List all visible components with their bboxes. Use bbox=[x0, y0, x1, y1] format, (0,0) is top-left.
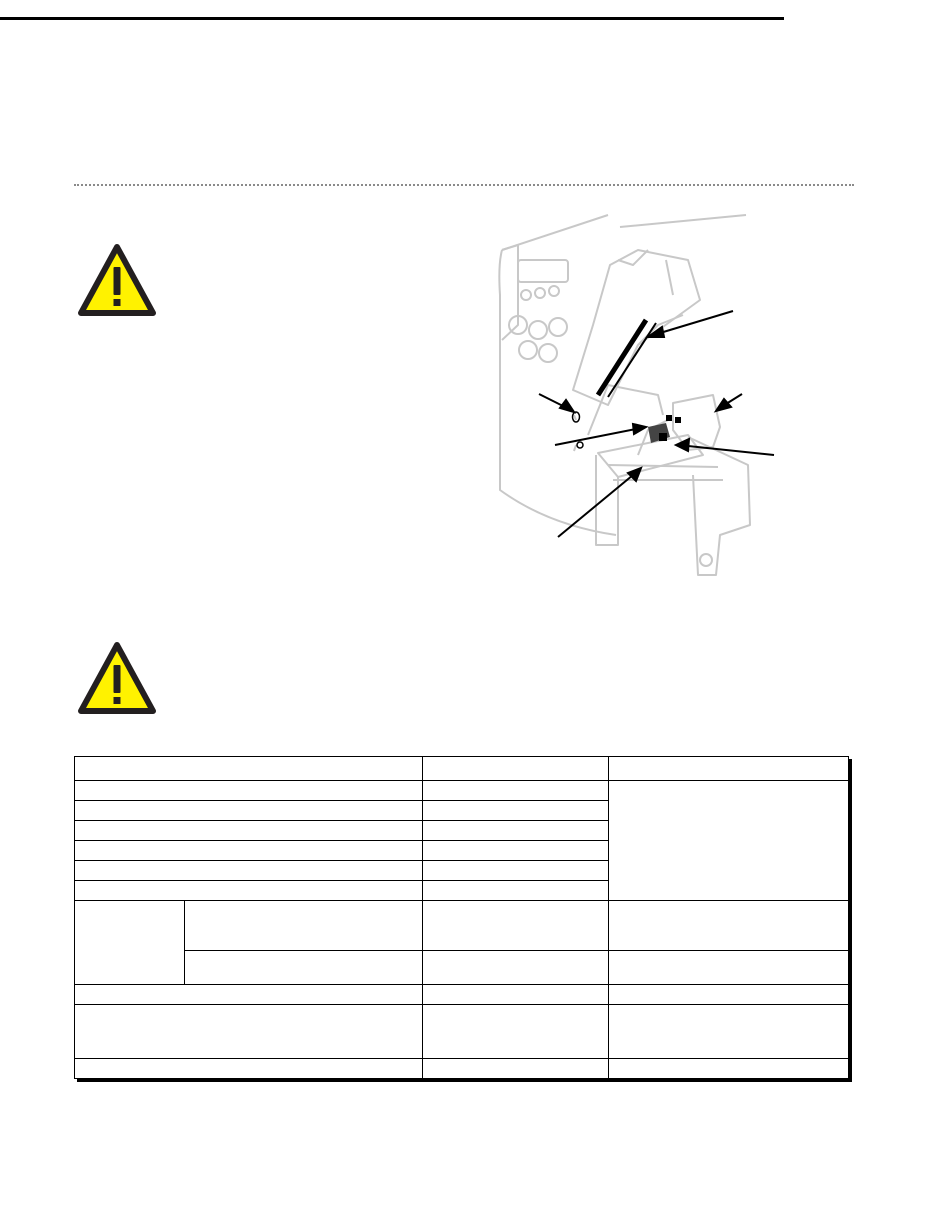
table-cell bbox=[423, 1059, 609, 1079]
table-cell bbox=[75, 841, 423, 861]
table-cell bbox=[423, 881, 609, 901]
table-cell bbox=[423, 781, 609, 801]
section-divider bbox=[74, 184, 854, 186]
table-cell bbox=[609, 985, 849, 1005]
table-cell bbox=[75, 881, 423, 901]
warning-triangle-icon bbox=[77, 243, 157, 318]
table-cell bbox=[75, 821, 423, 841]
table-cell bbox=[423, 1005, 609, 1059]
table-cell bbox=[609, 901, 849, 951]
specification-table bbox=[74, 756, 849, 1079]
table-cell bbox=[75, 781, 423, 801]
table-header-row bbox=[75, 757, 849, 781]
table-cell-merged bbox=[609, 781, 849, 901]
table-row bbox=[75, 951, 849, 985]
table-cell bbox=[423, 821, 609, 841]
table-cell-merged bbox=[75, 901, 185, 985]
table-cell bbox=[609, 951, 849, 985]
table-cell bbox=[75, 1005, 423, 1059]
printer-printhead-open-illustration bbox=[488, 205, 788, 580]
table-cell bbox=[75, 801, 423, 821]
table-cell bbox=[423, 841, 609, 861]
table-header-cell bbox=[609, 757, 849, 781]
table-cell bbox=[423, 901, 609, 951]
table-row bbox=[75, 781, 849, 801]
table-cell bbox=[609, 1005, 849, 1059]
table-row bbox=[75, 1005, 849, 1059]
table-row bbox=[75, 985, 849, 1005]
table-header-cell bbox=[75, 757, 423, 781]
table-cell bbox=[75, 1059, 423, 1079]
table-header-cell bbox=[423, 757, 609, 781]
table-cell bbox=[185, 951, 423, 985]
top-rule bbox=[0, 17, 784, 20]
table-cell bbox=[185, 901, 423, 951]
table-cell bbox=[423, 951, 609, 985]
table-row bbox=[75, 1059, 849, 1079]
table-row bbox=[75, 901, 849, 951]
table-cell bbox=[423, 985, 609, 1005]
table-cell bbox=[75, 861, 423, 881]
table-cell bbox=[75, 985, 423, 1005]
warning-triangle-icon bbox=[77, 641, 157, 716]
table-cell bbox=[423, 801, 609, 821]
table-cell bbox=[609, 1059, 849, 1079]
table-cell bbox=[423, 861, 609, 881]
